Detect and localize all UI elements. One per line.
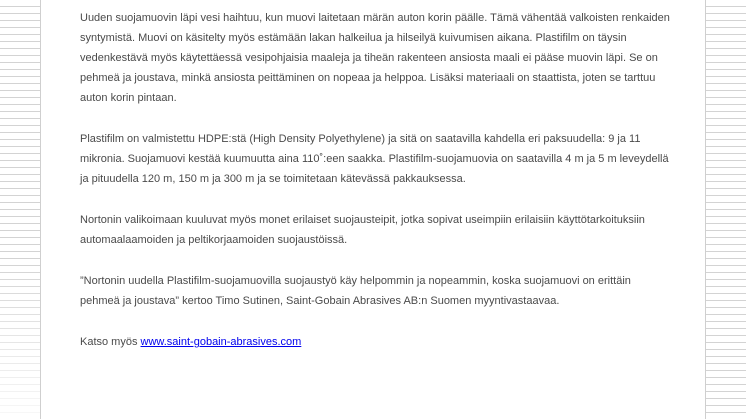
article-body bbox=[80, 8, 670, 373]
left-decorative-margin bbox=[0, 0, 41, 419]
paragraph-2: Plastifilm on valmistettu HDPE:stä (High Density Polyethylene) ja sitä on saatavilla kahdella eri paksuudella: 9 ja 11 mikronia. Suojamuovi kestää kuumuutta aina 110˚:een saakka. Plastifilm-suojamuovia on saatavilla 4 m ja 5 m leveydellä ja pituudella 120 m, 150 m ja 300 m ja se toimitetaan kätevässä pakkauksessa. bbox=[80, 133, 669, 185]
website-link[interactable]: www.saint-gobain-abrasives.com bbox=[140, 336, 302, 348]
see-also-prefix: Katso myös bbox=[80, 336, 141, 348]
see-also bbox=[80, 332, 670, 352]
right-decorative-margin bbox=[705, 0, 746, 419]
paragraph-1: Uuden suojamuovin läpi vesi haihtuu, kun muovi laitetaan märän auton korin päälle. Tämä vähentää valkoisten renkaiden syntymistä. Muovi on käsitelty myös estämään lakan halkeilua ja hilseilyä kuivumisen aikana. Plastifilm on täysin vedenkestävä myös käytettäessä vesipohjaisia maaleja ja tiheän rakenteen ansiosta maali ei pääse muovin läpi. Se on pehmeä ja joustava, minkä ansiosta peittäminen on nopeaa ja helppoa. Lisäksi materiaali on staattista, joten se tarttuu auton korin pintaan. bbox=[80, 12, 670, 104]
paragraph-4: ”Nortonin uudella Plastifilm-suojamuovilla suojaustyö käy helpommin ja nopeammin, koska suojamuovi on erittäin pehmeä ja joustava” kertoo Timo Sutinen, Saint-Gobain Abrasives AB:n Suomen myyntivastaavaa. bbox=[80, 275, 631, 307]
paragraph-3: Nortonin valikoimaan kuuluvat myös monet erilaiset suojausteipit, jotka sopivat useimpiin erilaisiin käyttötarkoituksiin automaalaamoiden ja peltikorjaamoiden suojaustöissä. bbox=[80, 214, 645, 246]
